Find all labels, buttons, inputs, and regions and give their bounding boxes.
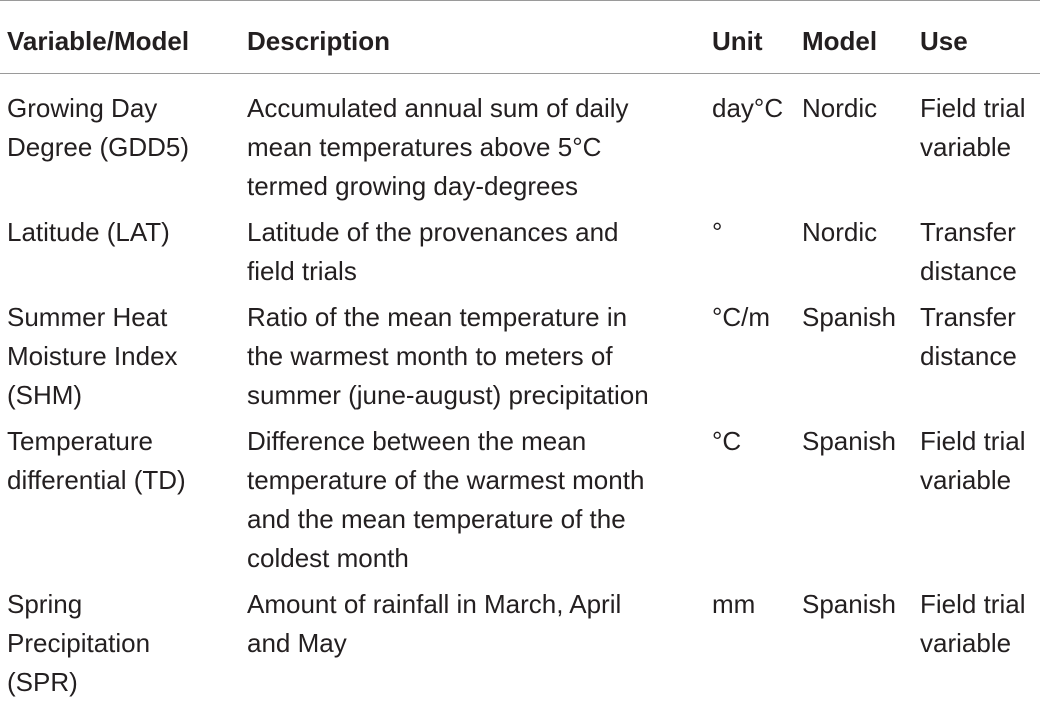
cell-line: (SPR) <box>7 667 78 697</box>
cell-line: field trials <box>247 256 357 286</box>
header-description: Description <box>247 26 391 56</box>
cell-unit <box>705 206 795 291</box>
cell-description <box>240 74 705 207</box>
header-row <box>0 1 1040 74</box>
cell-line: variable <box>920 465 1012 495</box>
cell-model <box>795 415 913 578</box>
cell-line: and the mean temperature of the <box>247 504 626 534</box>
cell-line: summer (june-august) precipitation <box>247 380 649 410</box>
cell-line: °C <box>712 426 742 456</box>
cell-line: °C/m <box>712 302 771 332</box>
cell-line: Transfer <box>920 217 1016 247</box>
cell-line: Spanish <box>802 426 896 456</box>
cell-line: Precipitation <box>7 628 151 658</box>
cell-line: Spring <box>7 589 83 619</box>
cell-use <box>913 415 1040 578</box>
cell-line: differential (TD) <box>7 465 186 495</box>
cell-description <box>240 291 705 415</box>
cell-description <box>240 415 705 578</box>
cell-use <box>913 206 1040 291</box>
table-row <box>0 415 1040 578</box>
table-row <box>0 578 1040 702</box>
cell-line: day°C <box>712 93 784 123</box>
header-unit: Unit <box>712 26 763 56</box>
cell-line: temperature of the warmest month <box>247 465 645 495</box>
cell-unit <box>705 291 795 415</box>
cell-unit <box>705 578 795 702</box>
cell-use <box>913 291 1040 415</box>
cell-line: Summer Heat <box>7 302 168 332</box>
cell-model <box>795 74 913 207</box>
cell-unit <box>705 74 795 207</box>
cell-line: Temperature <box>7 426 153 456</box>
cell-line: Growing Day <box>7 93 158 123</box>
cell-line: Degree (GDD5) <box>7 132 190 162</box>
cell-line: Latitude (LAT) <box>7 217 170 247</box>
cell-line: Accumulated annual sum of daily <box>247 93 629 123</box>
cell-unit <box>705 415 795 578</box>
cell-variable <box>0 415 240 578</box>
cell-line: Transfer <box>920 302 1016 332</box>
cell-line: (SHM) <box>7 380 83 410</box>
table-row <box>0 206 1040 291</box>
cell-line: distance <box>920 256 1017 286</box>
table-body <box>0 74 1040 703</box>
cell-variable <box>0 578 240 702</box>
cell-model <box>795 578 913 702</box>
cell-use <box>913 578 1040 702</box>
table-header <box>0 1 1040 74</box>
table-row <box>0 74 1040 207</box>
cell-line: Field trial <box>920 589 1026 619</box>
cell-variable <box>0 291 240 415</box>
cell-description <box>240 578 705 702</box>
cell-line: the warmest month to meters of <box>247 341 613 371</box>
header-use: Use <box>920 26 968 56</box>
cell-line: Field trial <box>920 426 1026 456</box>
cell-variable <box>0 74 240 207</box>
cell-line: ° <box>712 217 723 247</box>
cell-line: mean temperatures above 5°C <box>247 132 602 162</box>
cell-use <box>913 74 1040 207</box>
cell-line: distance <box>920 341 1017 371</box>
cell-line: Latitude of the provenances and <box>247 217 619 247</box>
cell-model <box>795 206 913 291</box>
cell-line: Difference between the mean <box>247 426 587 456</box>
cell-description <box>240 206 705 291</box>
table-row <box>0 291 1040 415</box>
cell-line: Ratio of the mean temperature in <box>247 302 628 332</box>
cell-line: Nordic <box>802 217 878 247</box>
cell-model <box>795 291 913 415</box>
cell-line: and May <box>247 628 347 658</box>
cell-line: Nordic <box>802 93 878 123</box>
header-model: Model <box>802 26 878 56</box>
cell-line: Spanish <box>802 302 896 332</box>
cell-line: Amount of rainfall in March, April <box>247 589 622 619</box>
cell-line: variable <box>920 132 1012 162</box>
cell-line: termed growing day-degrees <box>247 171 578 201</box>
cell-line: mm <box>712 589 756 619</box>
cell-variable <box>0 206 240 291</box>
cell-line: Field trial <box>920 93 1026 123</box>
cell-line: Moisture Index <box>7 341 178 371</box>
header-variable-model: Variable/Model <box>7 26 190 56</box>
cell-line: Spanish <box>802 589 896 619</box>
cell-line: variable <box>920 628 1012 658</box>
cell-line: coldest month <box>247 543 409 573</box>
